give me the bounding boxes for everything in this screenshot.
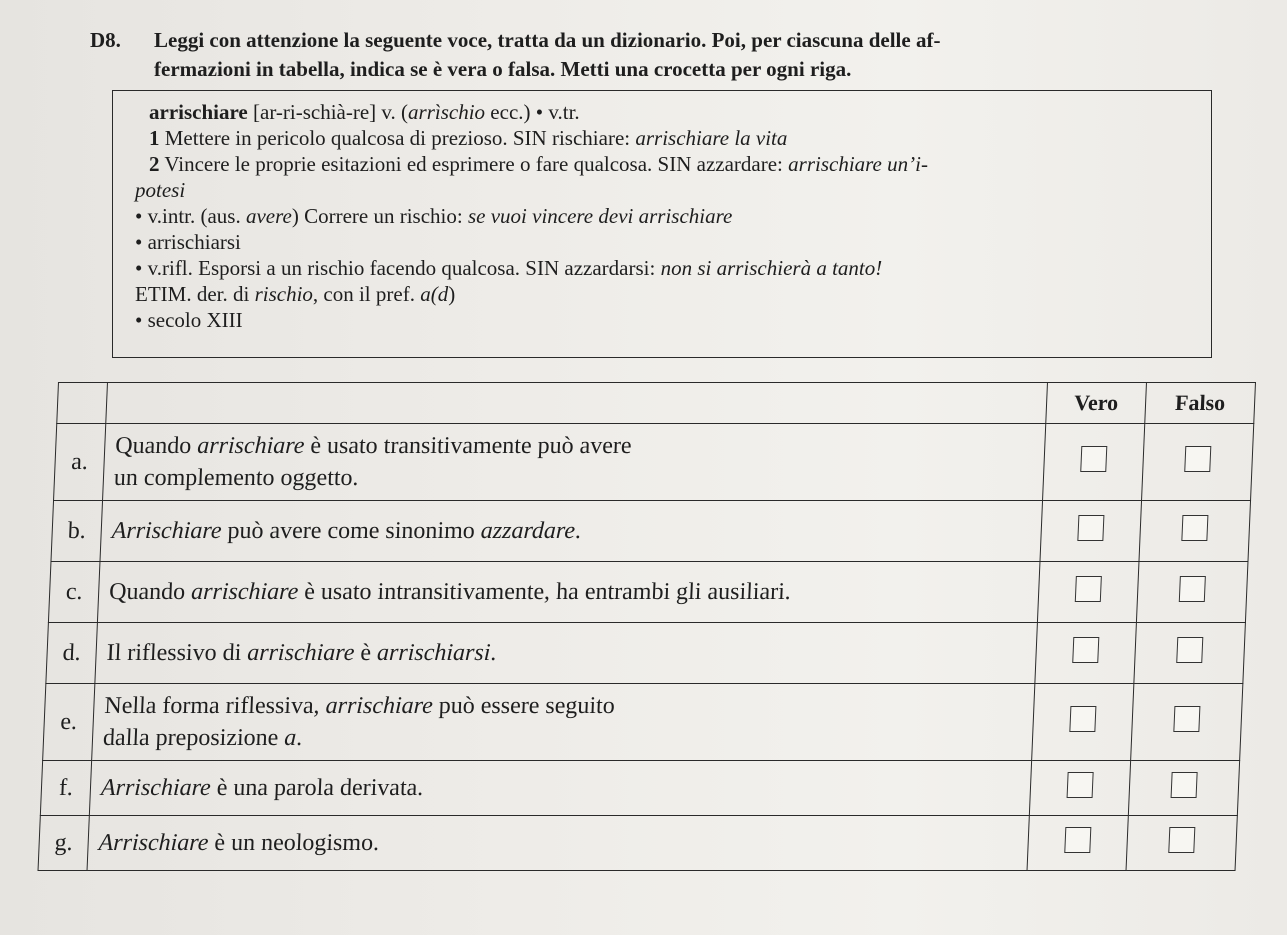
falso-checkbox[interactable]	[1168, 827, 1195, 853]
falso-cell	[1139, 501, 1251, 562]
etim-prefix-close: )	[448, 282, 456, 306]
question-number: D8.	[90, 28, 121, 52]
entry-reflexive-form: • arrischiarsi	[135, 230, 241, 254]
row-statement	[92, 684, 1035, 761]
vero-checkbox[interactable]	[1064, 827, 1091, 853]
intr-example: se vuoi vincere devi arrischiare	[467, 204, 733, 228]
falso-cell	[1131, 684, 1243, 761]
header-vero: Vero	[1046, 383, 1147, 424]
vero-checkbox[interactable]	[1069, 706, 1096, 732]
statement-line	[111, 515, 1031, 547]
def1-example: arrischiare la vita	[635, 126, 788, 150]
falso-checkbox[interactable]	[1176, 637, 1203, 663]
header-empty-letter	[57, 383, 108, 424]
vero-cell	[1029, 761, 1130, 816]
statement-fragment: arrischiare	[325, 693, 434, 719]
etim-prefix: a(	[420, 282, 438, 306]
intr-text: ) Correre un rischio:	[291, 204, 468, 228]
vero-checkbox[interactable]	[1077, 515, 1104, 541]
falso-cell	[1128, 761, 1239, 816]
vero-checkbox[interactable]	[1080, 446, 1107, 472]
falso-cell	[1136, 562, 1248, 623]
question-text-line-2: fermazioni in tabella, indica se è vera o falsa. Metti una crocetta per ogni riga.	[154, 57, 852, 81]
falso-cell	[1134, 623, 1246, 684]
statement-fragment: arrischiare	[196, 433, 305, 459]
entry-definition-1	[149, 125, 1197, 151]
statement-fragment: Arrischiare	[100, 775, 212, 801]
row-letter: a.	[54, 424, 106, 501]
row-letter: b.	[51, 501, 103, 562]
etim-label: ETIM. der. di	[135, 282, 255, 306]
row-statement	[95, 623, 1038, 684]
statement-fragment: arrischiare	[190, 579, 299, 605]
entry-definition-2-continued	[135, 177, 1197, 203]
row-statement	[103, 424, 1046, 501]
statement-line	[104, 690, 1024, 722]
header-empty-statement	[106, 383, 1048, 424]
statement-line	[98, 827, 1018, 859]
statement-line	[113, 462, 1033, 494]
vero-cell	[1035, 623, 1137, 684]
entry-century: • secolo XIII	[135, 308, 243, 332]
statement-line	[102, 722, 1022, 754]
row-statement	[97, 562, 1040, 623]
row-letter: e.	[43, 684, 95, 761]
entry-definition-2	[149, 151, 1197, 177]
rifl-text: • v.rifl. Esporsi a un rischio facendo qualcosa. SIN azzardarsi:	[135, 256, 661, 280]
def2-example-continued: potesi	[135, 178, 186, 202]
statement-line	[100, 772, 1020, 804]
vero-cell	[1032, 684, 1134, 761]
statement-fragment: è usato transitivamente può avere	[303, 433, 633, 459]
vero-cell	[1040, 501, 1142, 562]
table-row	[46, 623, 1246, 684]
statement-fragment: può avere come sinonimo	[220, 518, 482, 544]
table-body	[38, 424, 1254, 871]
etim-word: rischio	[254, 282, 313, 306]
statement-fragment: un complemento oggetto.	[113, 465, 360, 491]
vero-cell	[1027, 816, 1128, 871]
statement-fragment: Il riflessivo di	[106, 640, 248, 666]
statement-fragment: a	[283, 725, 297, 751]
statement-fragment: è	[353, 640, 378, 666]
table-row	[48, 562, 1248, 623]
entry-grammar: ecc.) • v.tr.	[485, 100, 580, 124]
statement-line	[109, 576, 1029, 608]
vero-cell	[1037, 562, 1139, 623]
entry-etymology	[135, 281, 1197, 307]
vero-cell	[1043, 424, 1145, 501]
falso-checkbox[interactable]	[1181, 515, 1208, 541]
statement-fragment: .	[295, 725, 303, 751]
dictionary-entry-box	[112, 90, 1212, 358]
statement-fragment: Arrischiare	[98, 830, 210, 856]
statement-fragment: arrischiarsi	[376, 640, 491, 666]
row-statement	[100, 501, 1043, 562]
statement-line	[115, 430, 1035, 462]
statement-fragment: .	[574, 518, 582, 544]
question-line-1	[90, 26, 1210, 55]
entry-line-headword	[149, 99, 1197, 125]
falso-checkbox[interactable]	[1184, 446, 1211, 472]
statement-fragment: Arrischiare	[111, 518, 223, 544]
table-row	[54, 424, 1254, 501]
header-falso: Falso	[1145, 383, 1256, 424]
statement-fragment: è usato intransitivamente, ha entrambi gli ausiliari.	[297, 579, 792, 605]
falso-checkbox[interactable]	[1179, 576, 1206, 602]
table-row	[51, 501, 1251, 562]
statement-fragment: Quando	[108, 579, 192, 605]
statement-fragment: arrischiare	[246, 640, 355, 666]
def2-number: 2	[149, 152, 160, 176]
entry-headword: arrischiare	[149, 100, 248, 124]
def1-number: 1	[149, 126, 160, 150]
statement-fragment: può essere seguito	[432, 693, 616, 719]
def2-text: Vincere le proprie esitazioni ed esprimere o fare qualcosa. SIN azzardare:	[159, 152, 789, 176]
statement-fragment: è un neologismo.	[207, 830, 380, 856]
falso-checkbox[interactable]	[1171, 772, 1198, 798]
row-statement	[89, 761, 1031, 816]
etim-text: , con il pref.	[312, 282, 421, 306]
row-letter: c.	[48, 562, 100, 623]
table-row	[43, 684, 1243, 761]
falso-checkbox[interactable]	[1173, 706, 1200, 732]
statement-fragment: Quando	[114, 433, 198, 459]
falso-cell	[1126, 816, 1237, 871]
falso-cell	[1142, 424, 1254, 501]
vero-checkbox[interactable]	[1072, 637, 1099, 663]
true-false-table	[38, 382, 1256, 871]
table-header-row	[57, 383, 1256, 424]
entry-variant: arrìschio	[408, 100, 486, 124]
statement-fragment: Nella forma riflessiva,	[103, 693, 327, 719]
table-row	[40, 761, 1239, 816]
statement-fragment: è una parola derivata.	[210, 775, 424, 801]
statement-fragment: dalla preposizione	[102, 725, 285, 751]
def1-text: Mettere in pericolo qualcosa di prezioso. SIN rischiare:	[159, 126, 636, 150]
page-footer-cut	[0, 922, 600, 935]
def2-example: arrischiare un’i-	[788, 152, 928, 176]
vero-checkbox[interactable]	[1067, 772, 1094, 798]
statement-fragment: .	[489, 640, 497, 666]
intr-auxiliary: avere	[245, 204, 292, 228]
row-letter: f.	[40, 761, 91, 816]
rifl-example: non si arrischierà a tanto!	[660, 256, 883, 280]
intr-label: • v.intr. (aus.	[135, 204, 246, 228]
statement-fragment: azzardare	[480, 518, 576, 544]
row-statement	[87, 816, 1029, 871]
entry-pronunciation: [ar-ri-schià-re] v. (	[253, 100, 409, 124]
entry-reflexive	[135, 255, 1197, 281]
entry-intransitive	[135, 203, 1197, 229]
question-text-line-1: Leggi con attenzione la seguente voce, tratta da un dizionario. Poi, per ciascuna delle af-	[154, 28, 941, 52]
row-letter: d.	[46, 623, 98, 684]
question-prompt	[90, 26, 1210, 84]
table-row	[38, 816, 1237, 871]
row-letter: g.	[38, 816, 89, 871]
statement-line	[106, 637, 1026, 669]
etim-prefix-letter: d	[437, 282, 449, 306]
vero-checkbox[interactable]	[1075, 576, 1102, 602]
